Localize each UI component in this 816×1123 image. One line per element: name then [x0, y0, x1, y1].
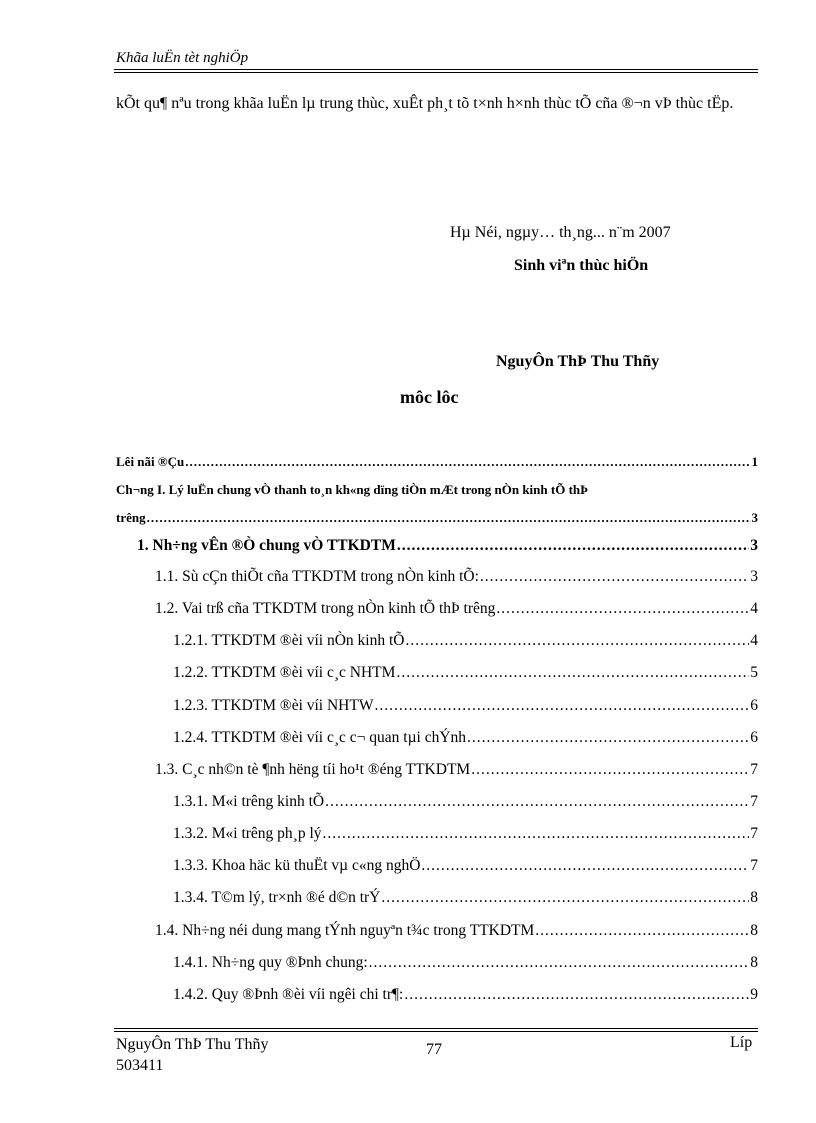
- toc-entry-page: 1: [751, 454, 758, 469]
- toc-entry-page: 3: [750, 537, 758, 554]
- toc-entry-page: 3: [751, 510, 758, 525]
- toc-leader: [381, 889, 749, 907]
- toc-entry-label: 1.1. Sù cÇn thiÕt cña TTKDTM trong nÒn kinh tÕ:: [155, 568, 479, 585]
- toc-entry-1-4[interactable]: [155, 922, 758, 940]
- toc-entry-page: 6: [750, 697, 758, 714]
- signature-date: Hµ Néi, ngµy… th¸ng... n¨m 2007: [450, 224, 671, 241]
- footer-rule-top: [114, 1028, 758, 1029]
- toc-entry-1-3-4[interactable]: [173, 889, 758, 907]
- toc-leader: [496, 600, 749, 618]
- toc-entry-label: 1.3.1. M«i trêng kinh tÕ: [173, 793, 325, 810]
- toc-entry-page: 9: [750, 986, 758, 1003]
- footer-code: 503411: [116, 1057, 164, 1074]
- toc-entry-page: 7: [750, 857, 758, 874]
- toc-entry-1-2-4[interactable]: [173, 729, 758, 747]
- running-header: Khãa luËn tèt nghiÖp: [116, 50, 249, 66]
- toc-entry-foreword[interactable]: [116, 454, 758, 470]
- toc-entry-label: 1.4.2. Quy ®Þnh ®èi víi ngêi chi tr¶:: [173, 986, 404, 1003]
- toc-leader: [374, 697, 749, 715]
- toc-entry-label: trêng: [116, 510, 146, 525]
- toc-entry-1-2[interactable]: [155, 600, 758, 618]
- footer-page-number: 77: [426, 1041, 442, 1058]
- toc-entry-chapter1-line1[interactable]: Ch¬ng I. Lý luËn chung vÒ thanh to¸n kh«ng dïng tiÒn mÆt trong nÒn kinh tÕ thÞ: [116, 482, 589, 497]
- toc-entry-page: 8: [750, 922, 758, 939]
- toc-leader: [369, 954, 750, 972]
- toc-leader: [471, 761, 749, 779]
- header-rule-top: [114, 69, 758, 70]
- toc-entry-page: 8: [750, 954, 758, 971]
- toc-entry-label: 1.2. Vai trß cña TTKDTM trong nÒn kinh tÕ thÞ trêng: [155, 600, 496, 617]
- toc-entry-page: 4: [750, 600, 758, 617]
- toc-entry-chapter1[interactable]: [116, 510, 758, 526]
- toc-entry-label: Lêi nãi ®Çu: [116, 454, 185, 469]
- toc-leader: [421, 857, 749, 875]
- toc-entry-label: 1.3. C¸c nh©n tè ¶nh hëng tíi ho¹t ®éng TTKDTM: [155, 761, 471, 778]
- toc-entry-label: 1.2.1. TTKDTM ®èi víi nÒn kinh tÕ: [173, 632, 405, 649]
- toc-leader: [480, 568, 749, 586]
- toc-entry-page: 6: [750, 729, 758, 746]
- toc-leader: [185, 454, 750, 470]
- toc-entry-page: 3: [750, 568, 758, 585]
- toc-entry-page: 7: [750, 793, 758, 810]
- toc-leader: [535, 922, 749, 940]
- toc-leader: [323, 825, 750, 843]
- toc-entry-label: 1.2.3. TTKDTM ®èi víi NHTW: [173, 697, 374, 714]
- header-rule-bottom: [114, 72, 758, 73]
- footer-class-label: Líp: [730, 1034, 753, 1051]
- toc-entry-label: 1. Nh÷ng vÊn ®Ò chung vÒ TTKDTM: [137, 537, 396, 554]
- toc-leader: [396, 664, 749, 682]
- toc-entry-1-3[interactable]: [155, 761, 758, 779]
- toc-entry-label: 1.3.3. Khoa häc kü thuËt vµ c«ng nghÖ: [173, 857, 421, 874]
- toc-entry-page: 5: [750, 664, 758, 681]
- toc-entry-1-4-1[interactable]: [173, 954, 758, 972]
- toc-entry-label: 1.4.1. Nh÷ng quy ®Þnh chung:: [173, 954, 368, 971]
- toc-entry-1-2-1[interactable]: [173, 632, 758, 650]
- footer-author: NguyÔn ThÞ Thu Thñy: [116, 1036, 269, 1053]
- toc-entry-page: 8: [750, 889, 758, 906]
- toc-entry-1-2-3[interactable]: [173, 697, 758, 715]
- toc-entry-page: 4: [750, 632, 758, 649]
- toc-leader: [397, 537, 749, 555]
- toc-entry-1-3-3[interactable]: [173, 857, 758, 875]
- toc-entry-page: 7: [750, 761, 758, 778]
- toc-leader: [406, 632, 750, 650]
- toc-entry-1-1[interactable]: [155, 568, 758, 586]
- toc-heading: môc lôc: [400, 387, 459, 407]
- toc-entry-page: 7: [750, 825, 758, 842]
- footer-author-block: [116, 1034, 268, 1076]
- footer-rule-bottom: [114, 1031, 758, 1032]
- signature-name: NguyÔn ThÞ Thu Thñy: [496, 353, 660, 370]
- toc-entry-label: 1.2.2. TTKDTM ®èi víi c¸c NHTM: [173, 664, 396, 681]
- toc-entry-1-3-1[interactable]: [173, 793, 758, 811]
- body-paragraph: kÕt qu¶ nªu trong khãa luËn lµ trung thùc, xuÊt ph¸t tõ t×nh h×nh thùc tÕ cña ®¬n vÞ thùc tËp.: [116, 95, 734, 112]
- toc-entry-1-2-2[interactable]: [173, 664, 758, 682]
- toc-leader: [404, 986, 749, 1004]
- toc-entry-label: 1.2.4. TTKDTM ®èi víi c¸c c¬ quan tµi chÝnh: [173, 729, 467, 746]
- toc-entry-section-1[interactable]: [137, 537, 758, 555]
- toc-entry-1-3-2[interactable]: [173, 825, 758, 843]
- toc-entry-label: 1.4. Nh÷ng néi dung mang tÝnh nguyªn t¾c trong TTKDTM: [155, 922, 535, 939]
- toc-entry-label: 1.3.4. T©m lý, tr×nh ®é d©n trÝ: [173, 889, 381, 906]
- signature-title: Sinh viªn thùc hiÖn: [514, 257, 649, 274]
- toc-leader: [467, 729, 749, 747]
- toc-leader: [325, 793, 749, 811]
- toc-entry-label: 1.3.2. M«i trêng ph¸p lý: [173, 825, 322, 842]
- toc-entry-1-4-2[interactable]: [173, 986, 758, 1004]
- toc-leader: [147, 510, 751, 526]
